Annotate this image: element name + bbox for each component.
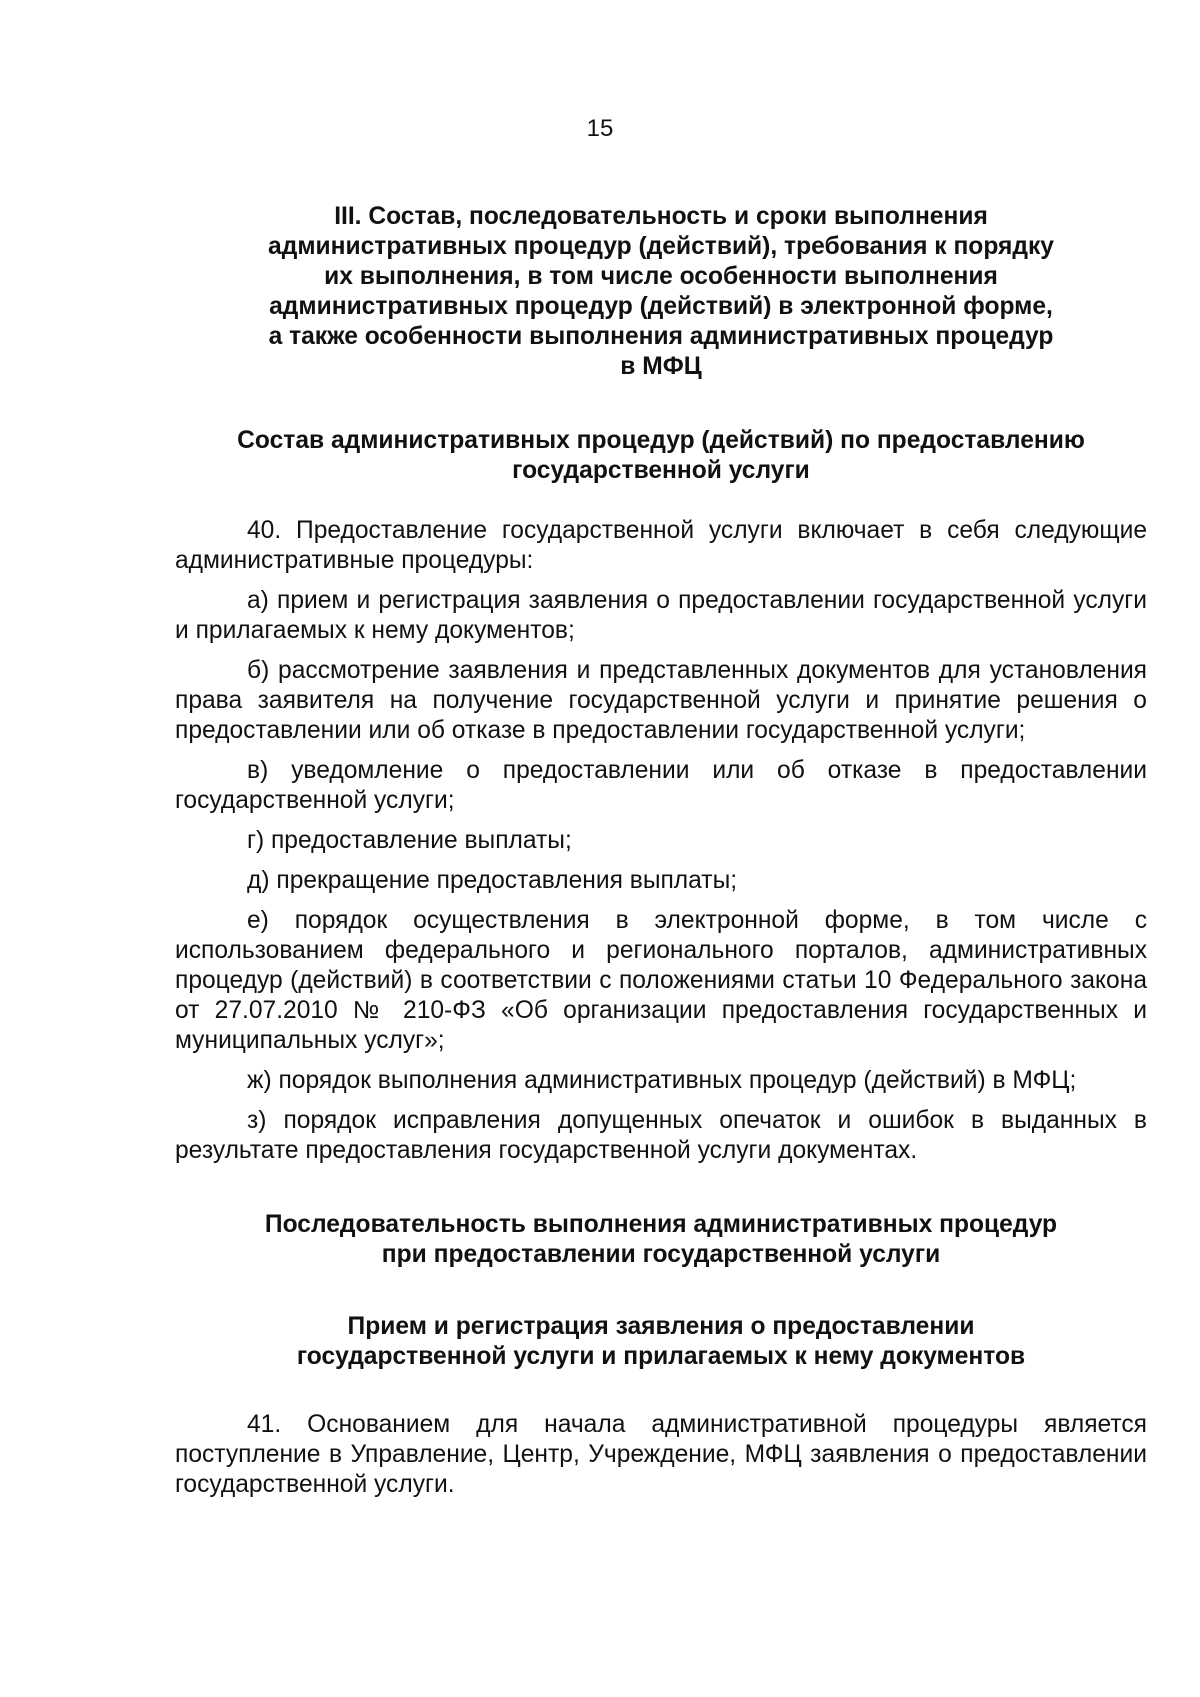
paragraph-40: 40. Предоставление государственной услуги включает в себя следующие административные процедуры: [175, 517, 1147, 574]
subsection-heading-line: при предоставлении государственной услуги [381, 1241, 941, 1268]
page-number: 15 [586, 115, 614, 142]
document-body [175, 202, 1147, 1500]
subsection-heading-line: государственной услуги [512, 457, 810, 484]
subsection-heading-reception [175, 1312, 1147, 1372]
subsection-heading-line: Состав административных процедур (действий) по предоставлению [237, 427, 1085, 454]
list-item: д) прекращение предоставления выплаты; [247, 867, 738, 894]
section-title-line: III. Состав, последовательность и сроки выполнения [334, 203, 988, 230]
list-item: ж) порядок выполнения административных процедур (действий) в МФЦ; [247, 1067, 1077, 1094]
subsection-heading-line: государственной услуги и прилагаемых к нему документов [296, 1343, 1026, 1370]
subsection-heading-line: Последовательность выполнения административных процедур [264, 1211, 1058, 1238]
list-item: в) уведомление о предоставлении или об отказе в предоставлении государственной услуги; [175, 757, 1147, 814]
subsection-heading-line: Прием и регистрация заявления о предоставлении [347, 1313, 975, 1340]
list-item: е) порядок осуществления в электронной форме, в том числе с использованием федерального и регионального порталов, административных процедур (действий) в соответствии с положениями статьи 10 Федерального закона от 27.07.2010 № 210-ФЗ «Об организации предоставления государственных и муниципальных услуг»; [175, 907, 1147, 1054]
subsection-heading-composition [175, 426, 1147, 486]
paragraph-41: 41. Основанием для начала административной процедуры является поступление в Управление, Центр, Учреждение, МФЦ заявления о предоставлении государственной услуги. [175, 1411, 1147, 1498]
section-title [175, 202, 1147, 382]
section-title-line: административных процедур (действий) в электронной форме, [269, 293, 1053, 320]
subsection-heading-sequence [175, 1210, 1147, 1270]
section-title-line: а также особенности выполнения административных процедур [268, 323, 1054, 350]
section-title-line: административных процедур (действий), требования к порядку [268, 233, 1054, 260]
section-title-line: в МФЦ [620, 353, 702, 380]
list-item: з) порядок исправления допущенных опечаток и ошибок в выданных в результате предоставления государственной услуги документах. [175, 1107, 1147, 1164]
list-item: г) предоставление выплаты; [247, 827, 572, 854]
list-item: б) рассмотрение заявления и представленных документов для установления права заявителя на получение государственной услуги и принятие решения о предоставлении или об отказе в предоставлении государственной услуги; [175, 657, 1147, 744]
section-title-line: их выполнения, в том числе особенности выполнения [324, 263, 998, 290]
list-item: а) прием и регистрация заявления о предоставлении государственной услуги и прилагаемых к нему документов; [175, 587, 1147, 644]
